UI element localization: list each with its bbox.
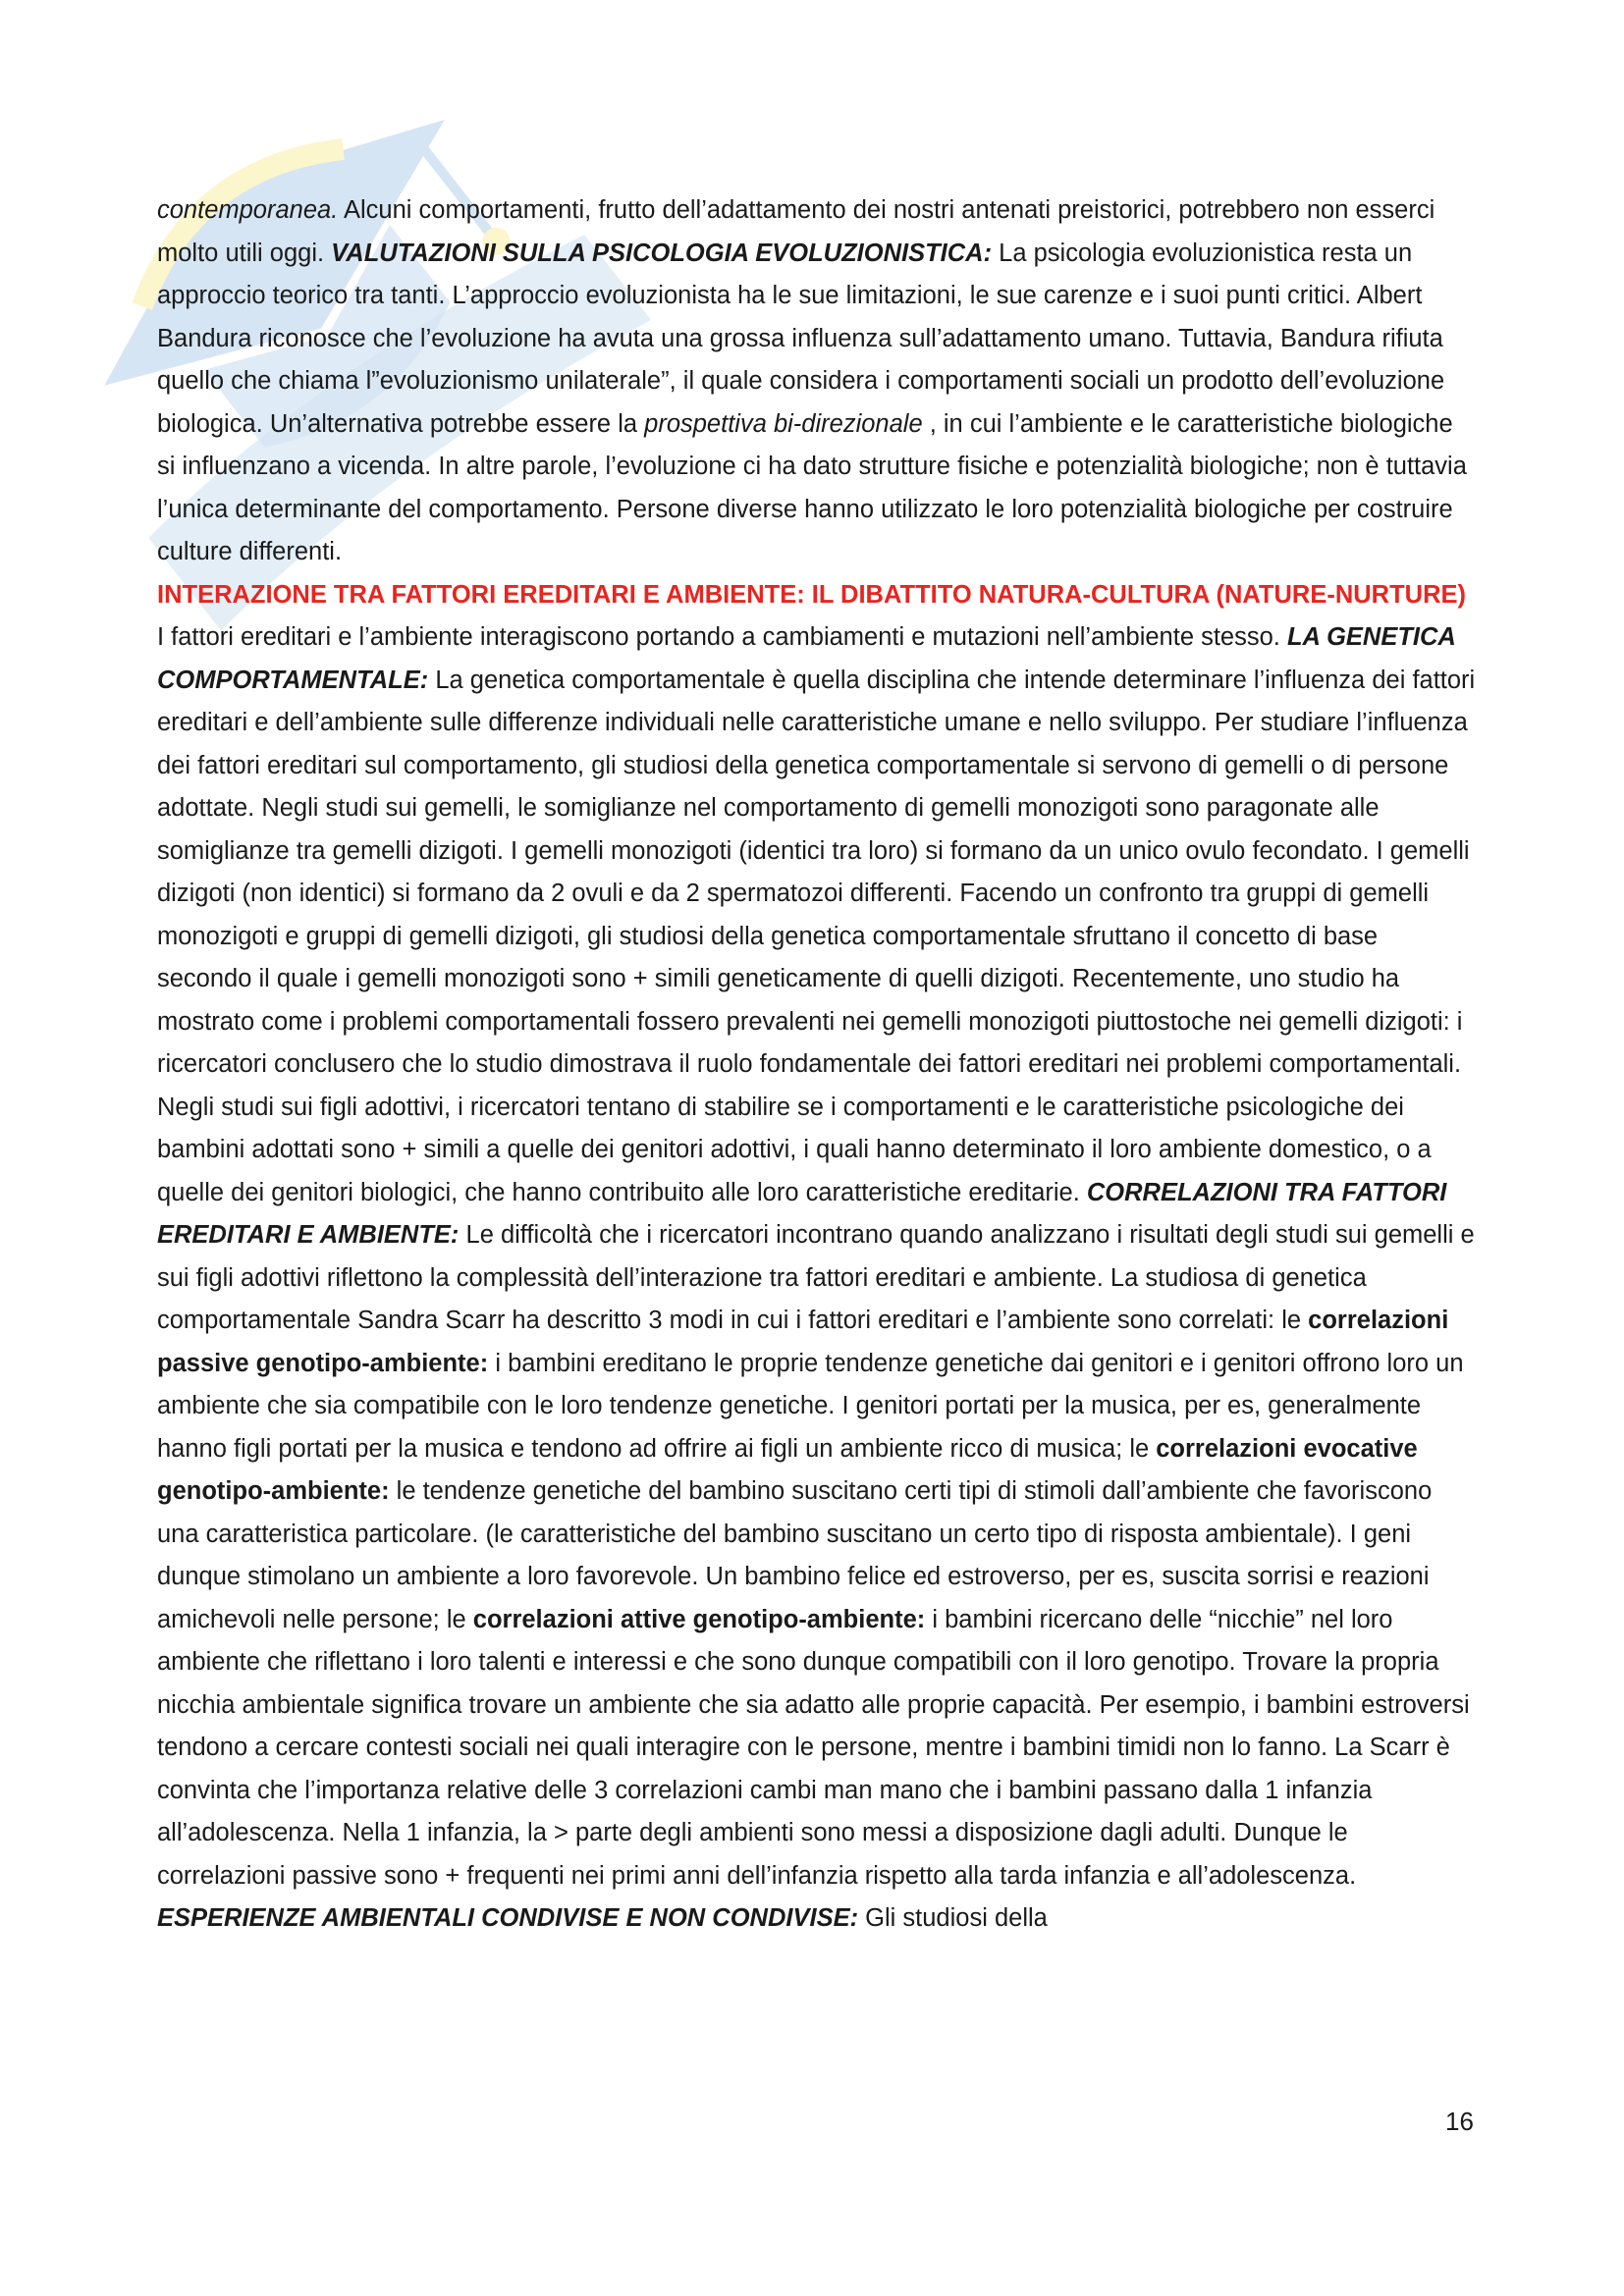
document-body	[157, 189, 1478, 1941]
text-italic-term: prospettiva bi-direzionale	[644, 409, 923, 438]
text-italic: contemporanea.	[157, 196, 339, 224]
text-run: i bambini ereditano le proprie tendenze genetiche dai genitori e i genitori offrono loro un ambiente che sia compatibile con le loro tendenze genetiche. I genitori portati per la musica, per es, generalmente hanno figli portati per la musica e tendono ad offrire ai figli un ambiente ricco di musica; le	[157, 1349, 1464, 1463]
term-active-correlation: correlazioni attive genotipo-ambiente:	[472, 1605, 926, 1633]
text-run: , in cui l’ambiente e le caratteristiche biologiche si influenzano a vicenda. In altre parole, l’evoluzione ci ha dato strutture fisiche e potenzialità biologiche; non è tuttavia l’unica determinante del comportamento. Persone diverse hanno utilizzato le loro potenzialità biologiche per costruire culture differenti.	[157, 409, 1467, 565]
section-heading: INTERAZIONE TRA FATTORI EREDITARI E AMBIENTE: IL DIBATTITO NATURA-CULTURA (NATURE-NURTURE)	[157, 580, 1466, 609]
paragraph-evolutionary-psychology	[157, 189, 1478, 574]
inline-heading-valutazioni: VALUTAZIONI SULLA PSICOLOGIA EVOLUZIONISTICA:	[331, 239, 993, 267]
text-run: Alcuni comportamenti, frutto dell’adattamento dei nostri antenati preistorici, potrebbero non esserci molto utili oggi.	[157, 196, 1435, 267]
inline-heading-genetica: LA GENETICA COMPORTAMENTALE:	[157, 623, 1455, 694]
paragraph-nature-nurture	[157, 616, 1478, 1941]
page-number: 16	[1445, 2107, 1474, 2136]
text-run: Gli studiosi della	[858, 1904, 1048, 1932]
text-run: La genetica comportamentale è quella disciplina che intende determinare l’influenza dei fattori ereditari e dell’ambiente sulle differenze individuali nelle caratteristiche umane e nello sviluppo. Per studiare l’influenza dei fattori ereditari sul comportamento, gli studiosi della genetica comportamentale si servono di gemelli o di persone adottate. Negli studi sui gemelli, le somiglianze nel comportamento di gemelli monozigoti sono paragonate alle somiglianze tra gemelli dizigoti. I gemelli monozigoti (identici tra loro) si formano da un unico ovulo fecondato. I gemelli dizigoti (non identici) si formano da 2 ovuli e da 2 spermatozoi differenti. Facendo un confronto tra gruppi di gemelli monozigoti e gruppi di gemelli dizigoti, gli studiosi della genetica comportamentale sfruttano il concetto di base secondo il quale i gemelli monozigoti sono + simili geneticamente di quelli dizigoti. Recentemente, uno studio ha mostrato come i problemi comportamentali fossero prevalenti nei gemelli monozigoti piuttostoche nei gemelli dizigoti: i ricercatori conclusero che lo studio dimostrava il ruolo fondamentale dei fattori ereditari nei problemi comportamentali. Negli studi sui figli adottivi, i ricercatori tentano di stabilire se i comportamenti e le caratteristiche psicologiche dei bambini adottati sono + simili a quelle dei genitori adottivi, i quali hanno determinato il loro ambiente domestico, o a quelle dei genitori biologici, che hanno contribuito alle loro caratteristiche ereditarie.	[157, 666, 1476, 1206]
term-passive-correlation: correlazioni passive genotipo-ambiente:	[157, 1307, 1449, 1377]
inline-heading-correlazioni: CORRELAZIONI TRA FATTORI EREDITARI E AMBIENTE:	[157, 1178, 1447, 1249]
text-run: i bambini ricercano delle “nicchie” nel loro ambiente che riflettano i loro talenti e interessi e che sono dunque compatibili con il loro genotipo. Trovare la propria nicchia ambientale significa trovare un ambiente che sia adatto alle proprie capacità. Per esempio, i bambini estroversi tendono a cercare contesti sociali nei quali interagire con le persone, mentre i bambini timidi non lo fanno. La Scarr è convinta che l’importanza relative delle 3 correlazioni cambi man mano che i bambini passano dalla 1 infanzia all’adolescenza. Nella 1 infanzia, la > parte degli ambienti sono messi a disposizione dagli adulti. Dunque le correlazioni passive sono + frequenti nei primi anni dell’infanzia rispetto alla tarda infanzia e all’adolescenza.	[157, 1605, 1470, 1890]
inline-heading-esperienze: ESPERIENZE AMBIENTALI CONDIVISE E NON CONDIVISE:	[157, 1904, 859, 1932]
term-evocative-correlation: correlazioni evocative genotipo-ambiente:	[157, 1434, 1418, 1505]
text-run: I fattori ereditari e l’ambiente interagiscono portando a cambiamenti e mutazioni nell’ambiente stesso.	[157, 623, 1287, 651]
text-run: La psicologia evoluzionistica resta un approccio teorico tra tanti. L’approccio evoluzionista ha le sue limitazioni, le sue carenze e i suoi punti critici. Albert Bandura riconosce che l’evoluzione ha avuta una grossa influenza sull’adattamento umano. Tuttavia, Bandura rifiuta quello che chiama l”evoluzionismo unilaterale”, il quale considera i comportamenti sociali un prodotto dell’evoluzione biologica. Un’alternativa potrebbe essere la	[157, 239, 1445, 438]
text-run: Le difficoltà che i ricercatori incontrano quando analizzano i risultati degli studi sui gemelli e sui figli adottivi riflettono la complessità dell’interazione tra fattori ereditari e ambiente. La studiosa di genetica comportamentale Sandra Scarr ha descritto 3 modi in cui i fattori ereditari e l’ambiente sono correlati: le	[157, 1221, 1475, 1334]
text-run: le tendenze genetiche del bambino suscitano certi tipi di stimoli dall’ambiente che favoriscono una caratteristica particolare. (le caratteristiche del bambino suscitano un certo tipo di risposta ambientale). I geni dunque stimolano un ambiente a loro favorevole. Un bambino felice ed estroverso, per es, suscita sorrisi e reazioni amichevoli nelle persone; le	[157, 1477, 1433, 1633]
